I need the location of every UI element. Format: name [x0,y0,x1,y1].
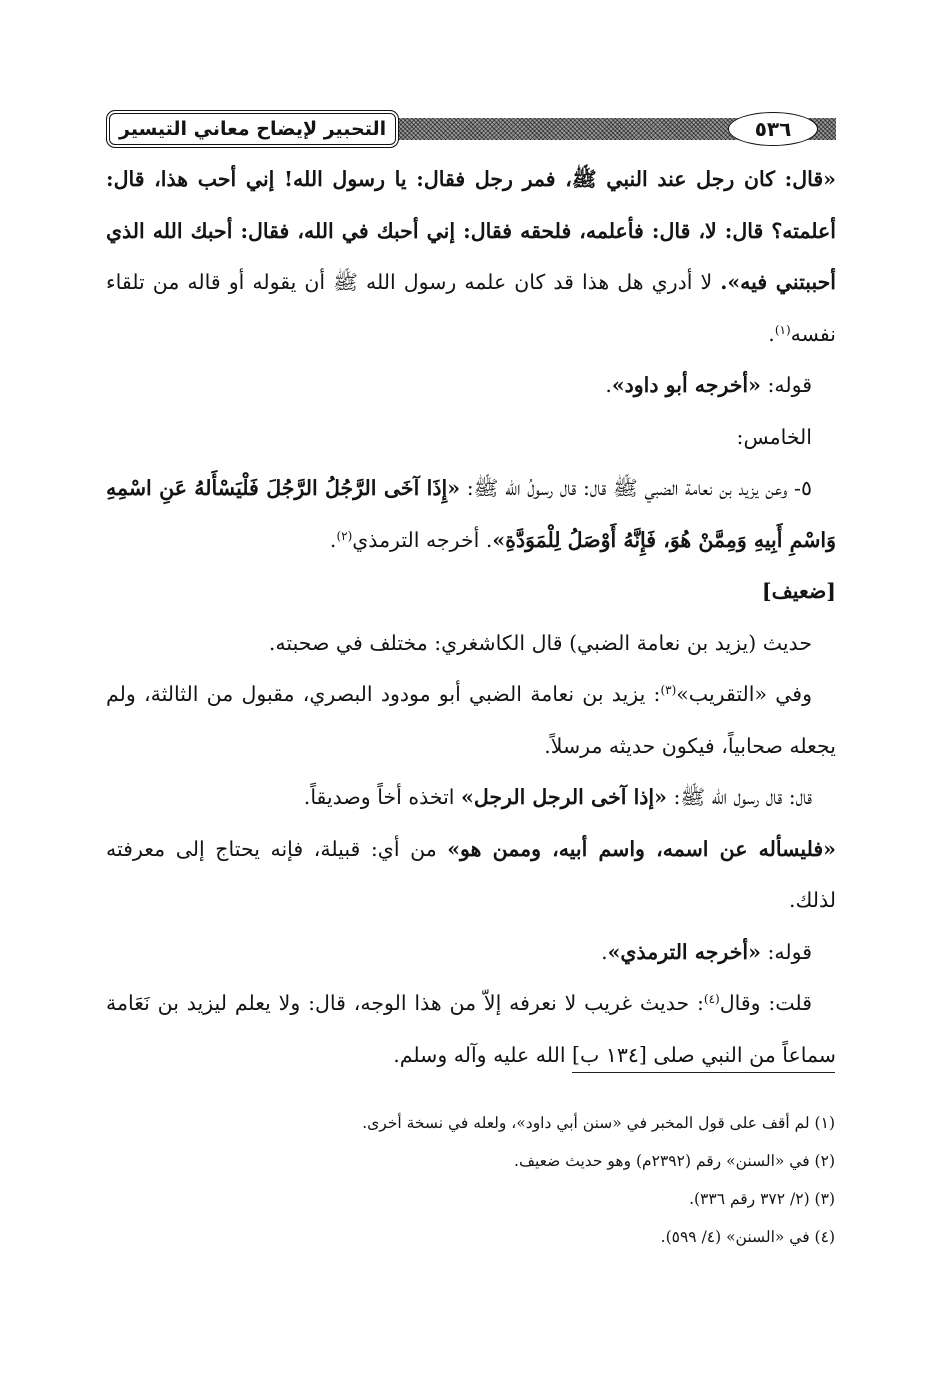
section-heading: الخامس: [736,424,812,449]
paragraph-explanation-2: «فليسأله عن اسمه، واسم أبيه، وممن هو» من أي: قبيلة، فإنه يحتاج إلى معرفته لذلك. [106,836,836,912]
page-header [106,108,836,152]
paragraph-explanation-1: قال: قال رسول الله ﷺ: «إذا آخى الرجل الرجل» اتخذه أخاً وصديقاً. [303,785,812,809]
paragraph-narrator-note: حديث (يزيد بن نعامة الضبي) قال الكاشغري: مختلف في صحبته. [268,630,812,655]
quoted-phrase: «أخرجه أبو داود» [611,373,761,397]
footnote-1: (١) لم أقف على قول المخبر في «سنن أبي داود»، ولعله في نسخة أخرى. [362,1114,835,1132]
quoted-phrase: «إذا آخى الرجل الرجل» [461,785,667,809]
footnote-ref: (٣) [660,683,677,697]
footnotes [115,1104,835,1256]
footnote-2: (٢) في «السنن» رقم (٢٣٩٢م) وهو حديث ضعيف. [514,1152,835,1170]
footnote-ref: (٢) [336,528,353,543]
paragraph-source-note-2: قوله: «أخرجه الترمذي». [601,939,812,964]
paragraph-taqrib: وفي «التقريب»$^{(٣)}$: يزيد بن نعامة الضبي أبو مودود البصري، مقبول من الثالثة، ولم يجعله صحابياً، فيكون حديثه مرسلاً. [106,682,836,758]
footnote-4: (٤) في «السنن» (٤/ ٥٩٩). [660,1228,835,1246]
main-text [106,154,836,1081]
page-number: ٥٣٦ [728,112,818,146]
hadith-text: «إِذَا آخَى الرَّجُلُ الرَّجُلَ فَلْيَسْأَلهُ عَنِ اسْمِهِ وَاسْمِ أَبِيهِ وَمِمَّنْ هُوَ، فَإِنَّهُ أَوْصَلُ لِلْمَوَدَّةِ» [106,476,836,552]
footnote-3: (٣) (٢/ ٣٧٢ رقم ٣٣٦). [689,1190,835,1208]
paragraph-hadith-love: «قال: كان رجل عند النبي ﷺ، فمر رجل فقال: يا رسول الله! إني أحب هذا، قال: أعلمته؟ قال: لا، قال: فأعلمه، فلحقه فقال: إني أحبك في الله، فقال: أحبك الله الذي أحببتني فيه». لا أدري هل هذا قد كان علمه رسول الله ﷺ أن يقوله أو قاله من تلقاء نفسه$^{(١)}$. [106,167,836,346]
footnote-ref: (٤) [703,992,720,1006]
quoted-phrase: «فليسأله عن اسمه، واسم أبيه، وممن هو» [447,836,836,861]
paragraph-tirmidhi-comment: قلت: وقال$^{(٤)}$: حديث غريب لا نعرفه إلاّ من هذا الوجه، قال: ولا يعلم ليزيد بن نَعَامة سماعاً من النبي صلى [١٣٤ ب] الله عليه وآله وسلم. [106,991,836,1067]
commentary-text: لا أدري هل هذا قد كان علمه رسول الله ﷺ أن يقوله أو قاله من تلقاء نفسه [106,270,836,346]
hadith-text: «قال: كان رجل عند النبي ﷺ، فمر رجل فقال: يا رسول الله! إني أحب هذا، قال: أعلمته؟ قال: لا، قال: فأعلمه، فلحقه فقال: إني أحبك في الله، فقال: أحبك الله الذي أحببتني فيه». [106,167,836,294]
paragraph-source-note: قوله: «أخرجه أبو داود». [605,373,812,397]
footnote-divider [572,1072,835,1073]
book-title: التحبير لإيضاح معاني التيسير [106,110,399,148]
quoted-phrase: «أخرجه الترمذي» [607,939,761,964]
footnote-ref: (١) [774,322,791,337]
grading-label: [ضعيف] [761,579,836,603]
paragraph-hadith-five: ٥- وعن يزيد بن نعامة الضبي ﷺ قال: قال رسولُ الله ﷺ: «إِذَا آخَى الرَّجُلُ الرَّجُلَ فَلْيَسْأَلهُ عَنِ اسْمِهِ وَاسْمِ أَبِيهِ وَمِمَّنْ هُوَ، فَإِنَّهُ أَوْصَلُ لِلْمَوَدَّةِ». أخرجه الترمذي$^{(٢)}$. [ضعيف] [106,476,836,603]
